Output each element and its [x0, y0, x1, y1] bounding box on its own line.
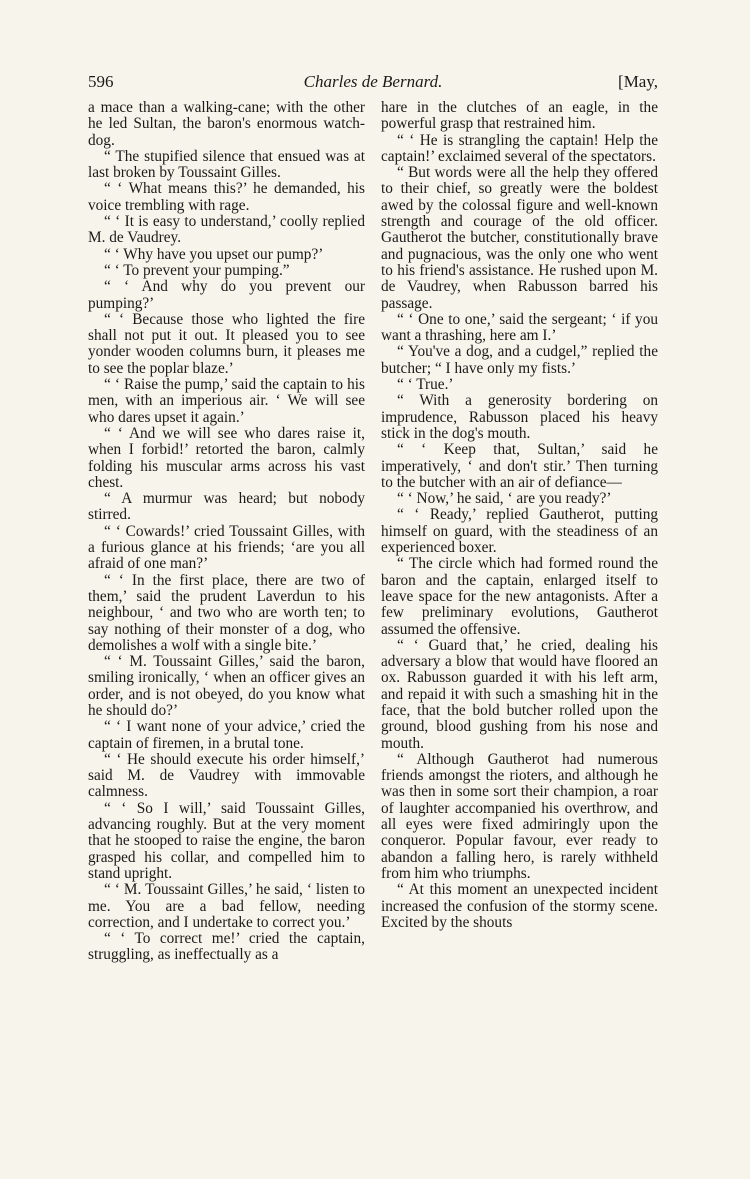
paragraph: “ ‘ To correct me!’ cried the captain, struggling, as ineffectually as a	[88, 930, 365, 964]
paragraph: hare in the clutches of an eagle, in the powerful grasp that restrained him.	[381, 99, 658, 133]
paragraph: “ ‘ And we will see who dares raise it, when I forbid!’ retorted the baron, calmly folding his muscular arms across his vast chest.	[88, 424, 365, 491]
paragraph: “ ‘ True.’	[397, 376, 454, 394]
paragraph: “ ‘ He should execute his order himself,’ said M. de Vaudrey with immovable calmness.	[88, 750, 365, 801]
paragraph: “ ‘ It is easy to understand,’ coolly replied M. de Vaudrey.	[88, 213, 365, 247]
paragraph: “ ‘ Keep that, Sultan,’ said he imperatively, ‘ and don't stir.’ Then turning to the butcher with an air of defiance—	[381, 441, 658, 491]
left-column	[88, 100, 365, 964]
paragraph: “ ‘ He is strangling the captain! Help the captain!’ exclaimed several of the spectators.	[381, 131, 658, 165]
running-title: Charles de Bernard.	[303, 72, 443, 91]
paragraph: “ ‘ Guard that,’ he cried, dealing his adversary a blow that would have floored an ox. Rabusson guarded it with his left arm, and repaid it with such a smashing hit in the face, that the bold butcher rolled upon the ground, blood gushing from his nose and mouth.	[381, 636, 658, 752]
paragraph: “ ‘ And why do you prevent our pumping?’	[88, 278, 365, 312]
paragraph: “ But words were all the help they offered to their chief, so greatly were the boldest awed by the colossal figure and well-known strength and courage of the old officer. Gautherot the butcher, constitutionally brave and pugnacious, was the only one who went to his friend's assistance. He rushed upon M. de Vaudrey, when Rabusson barred his passage.	[381, 164, 658, 312]
paragraph: a mace than a walking-cane; with the other he led Sultan, the baron's enormous watch-dog.	[88, 99, 365, 149]
running-header	[88, 72, 658, 96]
paragraph: “ Although Gautherot had numerous friends amongst the rioters, and although he was then in some sort their champion, a roar of laughter accompanied his overthrow, and all eyes were fixed admiringly upon the conqueror. Popular favour, ever ready to abandon a falling hero, is rarely withheld from him who triumphs.	[381, 750, 658, 882]
paragraph: “ ‘ M. Toussaint Gilles,’ he said, ‘ listen to me. You are a bad fellow, needing correction, and I undertake to correct you.’	[88, 881, 365, 931]
paragraph: “ ‘ Why have you upset our pump?’	[104, 245, 324, 263]
paragraph: “ At this moment an unexpected incident increased the confusion of the stormy scene. Excited by the shouts	[381, 881, 658, 931]
paragraph: “ ‘ Now,’ he said, ‘ are you ready?’	[397, 490, 612, 508]
paragraph: “ ‘ I want none of your advice,’ cried the captain of firemen, in a brutal tone.	[88, 718, 365, 752]
paragraph: “ ‘ M. Toussaint Gilles,’ said the baron, smiling ironically, ‘ when an officer gives an order, and is not obeyed, do you know what he should do?’	[88, 653, 365, 719]
paragraph: “ ‘ To prevent your pumping.”	[104, 261, 290, 279]
right-column	[381, 100, 658, 931]
paragraph: “ ‘ Raise the pump,’ said the captain to his men, with an imperious air. ‘ We will see who dares upset it again.’	[88, 376, 365, 426]
paragraph: “ ‘ In the first place, there are two of them,’ said the prudent Laverdun to his neighbour, ‘ and two who are worth ten; to say nothing of their monster of a dog, who demolishes a wolf with a single bite.’	[88, 571, 365, 654]
paragraph: “ ‘ So I will,’ said Toussaint Gilles, advancing roughly. But at the very moment that he stooped to raise the engine, the baron grasped his collar, and compelled him to stand upright.	[88, 799, 365, 882]
paragraph: “ The stupified silence that ensued was at last broken by Toussaint Gilles.	[88, 147, 365, 182]
paragraph: “ A murmur was heard; but nobody stirred.	[88, 490, 365, 524]
paragraph: “ ‘ One to one,’ said the sergeant; ‘ if you want a thrashing, here am I.’	[381, 310, 658, 345]
paragraph: “ ‘ Cowards!’ cried Toussaint Gilles, with a furious glance at his friends; ‘are you all afraid of one man?’	[88, 522, 365, 573]
paragraph: “ The circle which had formed round the baron and the captain, enlarged itself to leave space for the new antagonists. After a few preliminary evolutions, Gautherot assumed the offensive.	[381, 555, 658, 638]
paragraph: “ With a generosity bordering on imprudence, Rabusson placed his heavy stick in the dog's mouth.	[381, 392, 658, 442]
paragraph: “ You've a dog, and a cudgel,” replied the butcher; “ I have only my fists.’	[381, 343, 658, 377]
page-number: 596	[88, 72, 114, 91]
paragraph: “ ‘ What means this?’ he demanded, his voice trembling with rage.	[88, 180, 365, 214]
running-month: [May,	[618, 72, 658, 91]
paragraph: “ ‘ Because those who lighted the fire shall not put it out. It pleased you to see yonder wooden columns burn, it pleases me to see the poplar blaze.’	[88, 310, 365, 377]
paragraph: “ ‘ Ready,’ replied Gautherot, putting himself on guard, with the steadiness of an experienced boxer.	[381, 506, 658, 557]
